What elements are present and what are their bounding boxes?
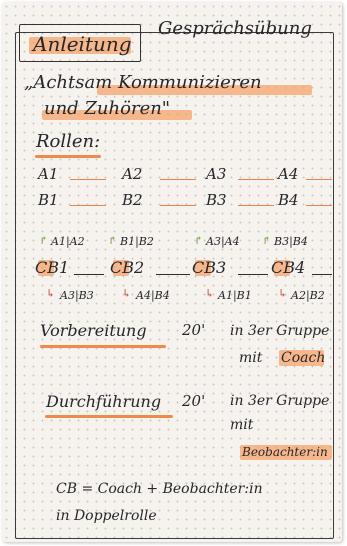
- footer-line-2: in Doppelrolle: [56, 508, 157, 524]
- role-b3: B3: [206, 191, 227, 209]
- pair-top-2: B1|B2: [120, 235, 154, 248]
- arrow-down-right-icon: ↳: [122, 287, 132, 300]
- execution-label: Durchführung: [46, 392, 162, 411]
- role-b4-blank: [306, 205, 332, 206]
- pair-top-1: A1|A2: [51, 235, 85, 248]
- preparation-underline: [40, 345, 166, 348]
- role-a4-blank: [306, 179, 332, 180]
- coach-cb4-blank: [312, 274, 332, 275]
- coach-cb3: CB3: [192, 258, 227, 277]
- arrow-up-right-icon: ↱: [108, 234, 118, 247]
- role-a2: A2: [122, 165, 143, 183]
- execution-detail-3-highlight: Beobachter:in: [242, 445, 328, 459]
- footer-line-1: CB = Coach + Beobachter:in: [56, 481, 263, 497]
- execution-underline: [45, 415, 173, 418]
- role-a4: A4: [278, 165, 299, 183]
- role-b2-blank: [160, 205, 196, 206]
- execution-time: 20': [182, 392, 206, 410]
- role-a1-blank: [70, 179, 106, 180]
- pair-top-4: B3|B4: [274, 235, 308, 248]
- page-subtitle: Gesprächsübung: [158, 18, 312, 39]
- notebook-page: [2, 2, 342, 542]
- coach-cb4: CB4: [271, 258, 306, 277]
- role-b4: B4: [278, 191, 299, 209]
- role-b2: B2: [122, 191, 143, 209]
- role-a1: A1: [38, 165, 59, 183]
- arrow-up-right-icon: ↱: [194, 234, 204, 247]
- execution-detail-2: mit: [230, 417, 254, 433]
- arrow-down-right-icon: ↳: [205, 287, 215, 300]
- quote-line-1: „Achtsam Kommunizieren: [24, 72, 262, 93]
- roles-underline: [35, 155, 101, 158]
- arrow-down-right-icon: ↳: [278, 287, 288, 300]
- preparation-detail-2-prefix: mit: [239, 350, 263, 366]
- arrow-up-right-icon: ↱: [262, 234, 272, 247]
- role-b3-blank: [238, 205, 274, 206]
- role-b1: B1: [38, 191, 59, 209]
- pair-bottom-3: A1|B1: [218, 289, 252, 302]
- coach-cb3-blank: [238, 274, 268, 275]
- execution-detail-1: in 3er Gruppe: [230, 393, 330, 409]
- coach-cb2: CB2: [110, 258, 145, 277]
- preparation-time: 20': [182, 321, 206, 339]
- coach-cb1: CB1: [35, 258, 70, 277]
- quote-line-2: und Zuhören": [44, 98, 171, 119]
- pair-bottom-2: A4|B4: [136, 289, 170, 302]
- role-a3-blank: [238, 179, 274, 180]
- role-a2-blank: [160, 179, 196, 180]
- coach-cb2-blank: [156, 274, 190, 275]
- page-title: Anleitung: [33, 32, 132, 56]
- pair-bottom-1: A3|B3: [60, 289, 94, 302]
- roles-label: Rollen:: [36, 131, 101, 152]
- arrow-up-right-icon: ↱: [39, 234, 49, 247]
- pair-bottom-4: A2|B2: [291, 289, 325, 302]
- role-a3: A3: [206, 165, 227, 183]
- coach-cb1-blank: [74, 274, 104, 275]
- arrow-down-right-icon: ↳: [46, 287, 56, 300]
- role-b1-blank: [70, 205, 106, 206]
- pair-top-3: A3|A4: [206, 235, 240, 248]
- preparation-label: Vorbereitung: [40, 321, 147, 340]
- preparation-detail-2-highlight: Coach: [281, 350, 326, 366]
- preparation-detail-1: in 3er Gruppe: [230, 323, 330, 339]
